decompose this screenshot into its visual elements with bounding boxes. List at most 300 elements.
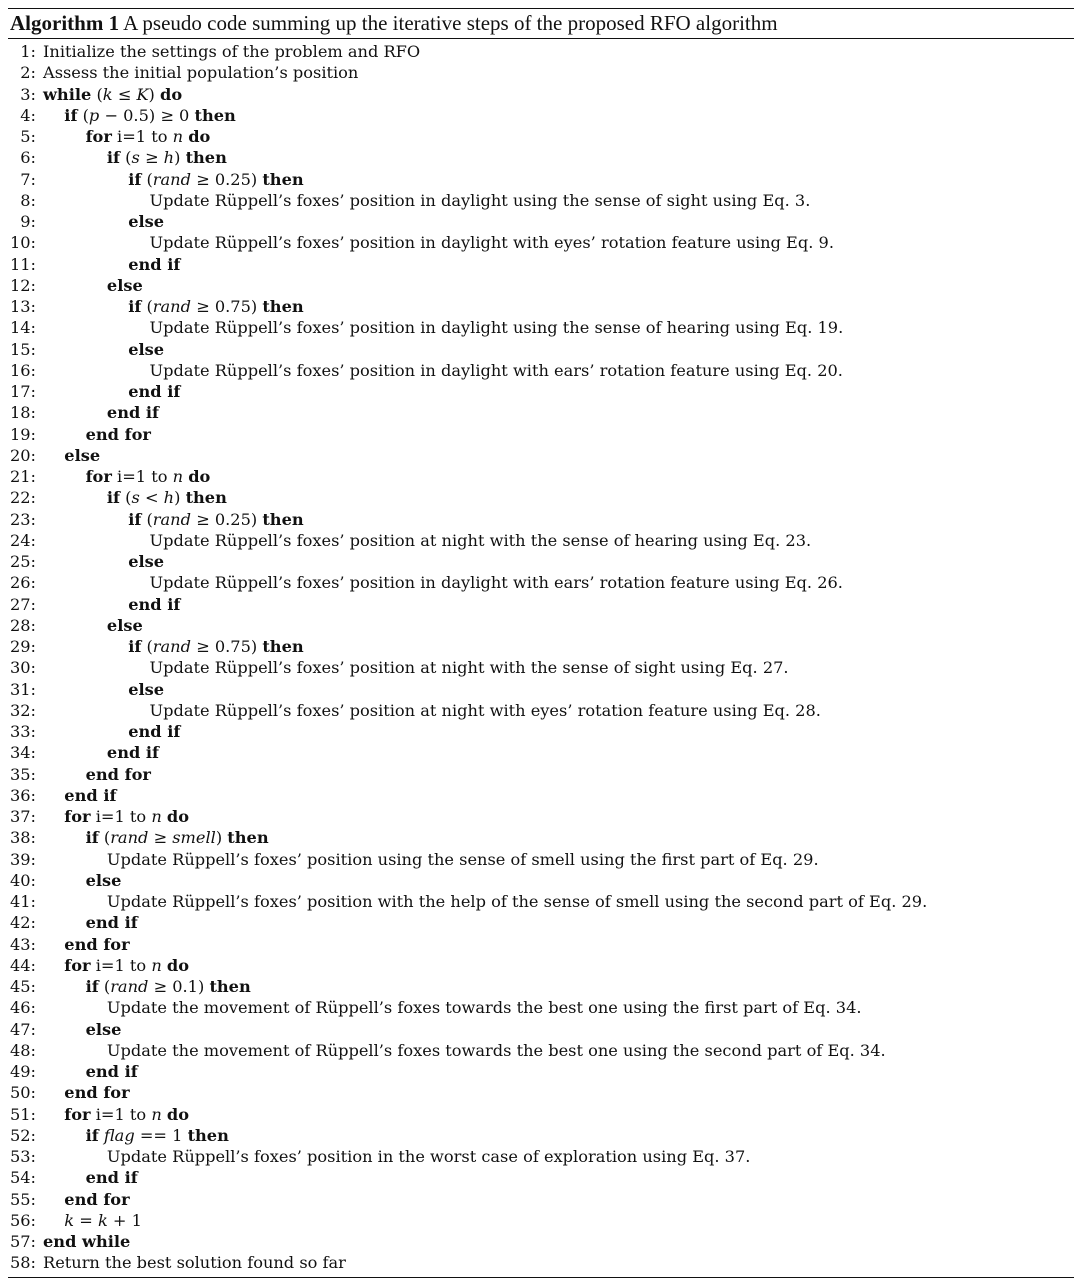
line-text	[86, 976, 251, 997]
math-symbol: n	[172, 467, 184, 486]
line-text	[150, 657, 789, 678]
keyword: if	[128, 509, 142, 529]
line-number: 55:	[9, 1189, 36, 1209]
text-segment: ≥ 0.1)	[148, 977, 210, 996]
code-line	[8, 445, 1074, 466]
line-number: 17:	[9, 382, 36, 401]
keyword: end for	[64, 934, 130, 954]
text-segment: Update Rüppell’s foxes’ position at night with the sense of sight using Eq. 27.	[149, 658, 789, 678]
text-segment: Initialize the settings of the problem and RFO	[43, 42, 421, 61]
algorithm-caption	[8, 9, 1074, 38]
line-text	[128, 169, 303, 190]
code-line	[8, 679, 1074, 700]
math-symbol: k	[97, 1210, 108, 1230]
line-number: 37:	[9, 807, 36, 826]
code-line	[8, 1082, 1074, 1103]
keyword: end if	[128, 594, 181, 614]
line-number: 58:	[9, 1253, 36, 1273]
text-segment: + 1	[107, 1210, 142, 1230]
line-number: 1:	[20, 42, 36, 61]
line-number: 18:	[9, 403, 36, 423]
text-segment: (	[141, 297, 153, 316]
line-number: 38:	[9, 828, 36, 848]
line-text	[107, 487, 227, 508]
line-text	[43, 84, 182, 105]
line-number: 25:	[9, 552, 36, 571]
keyword: end if	[106, 743, 160, 763]
math-symbol: n	[172, 127, 184, 146]
math-symbol: s	[131, 488, 140, 508]
line-number: 8:	[20, 190, 36, 210]
code-line	[8, 1189, 1074, 1210]
line-number: 30:	[9, 658, 36, 678]
line-text	[150, 232, 834, 253]
line-text	[64, 1210, 142, 1231]
line-number: 22:	[9, 488, 36, 508]
code-line	[8, 572, 1074, 593]
text-segment: ≥	[139, 148, 164, 168]
line-text	[128, 211, 164, 232]
text-segment: )	[215, 828, 228, 848]
code-line	[8, 254, 1074, 275]
keyword: then	[185, 148, 227, 168]
line-number: 12:	[9, 275, 36, 295]
line-number: 54:	[9, 1168, 36, 1188]
line-text	[128, 636, 303, 657]
line-text	[43, 1252, 346, 1273]
text-segment: Update Rüppell’s foxes’ position using the sense of smell using the first part of Eq. 29.	[106, 849, 819, 869]
line-number: 13:	[9, 297, 36, 316]
code-line	[8, 764, 1074, 785]
line-number: 23:	[9, 509, 36, 529]
text-segment: (	[141, 509, 153, 529]
text-segment: Update Rüppell’s foxes’ position at night with eyes’ rotation feature using Eq. 28.	[149, 700, 821, 720]
text-segment: == 1	[134, 1125, 188, 1145]
code-line	[8, 997, 1074, 1018]
line-text	[107, 275, 143, 296]
keyword: else	[128, 212, 165, 231]
keyword: end if	[128, 722, 181, 741]
line-number: 20:	[9, 445, 36, 465]
line-number: 16:	[9, 360, 36, 380]
code-line	[8, 466, 1074, 487]
text-segment: Update Rüppell’s foxes’ position in daylight using the sense of sight using Eq. 3.	[149, 190, 811, 210]
text-segment: ≥	[148, 828, 173, 848]
line-text	[43, 1231, 130, 1252]
code-line	[8, 126, 1074, 147]
keyword: do	[166, 955, 190, 975]
code-line	[8, 827, 1074, 848]
code-line	[8, 62, 1074, 83]
bottom-rule	[8, 1277, 1074, 1278]
math-symbol: n	[151, 955, 162, 975]
keyword: do	[188, 127, 211, 146]
keyword: then	[262, 297, 304, 316]
keyword: do	[160, 84, 183, 104]
math-symbol: rand	[110, 828, 149, 848]
text-segment: (	[77, 105, 89, 125]
line-number: 57:	[9, 1232, 36, 1251]
line-text	[86, 764, 151, 785]
keyword: if	[128, 297, 142, 316]
code-line	[8, 190, 1074, 211]
keyword: then	[227, 828, 269, 848]
code-line	[8, 105, 1074, 126]
line-number: 10:	[9, 233, 36, 253]
text-segment: =	[74, 1210, 98, 1230]
text-segment: Update the movement of Rüppell’s foxes towards the best one using the second part of Eq. 34.	[106, 1040, 886, 1060]
text-segment: i=1 to	[90, 1104, 152, 1124]
line-text	[128, 721, 180, 742]
math-symbol: rand	[152, 509, 191, 529]
keyword: then	[185, 488, 227, 508]
algorithm-label: Algorithm 1	[10, 11, 120, 35]
line-text	[107, 997, 862, 1018]
text-segment: ≥ 0.75)	[190, 297, 263, 316]
line-number: 11:	[9, 254, 36, 274]
text-segment: ≥ 0.25)	[190, 169, 263, 189]
algorithm-caption-text: A pseudo code summing up the iterative steps of the proposed RFO algorithm	[123, 11, 778, 35]
line-text	[64, 1189, 129, 1210]
line-text	[107, 1040, 886, 1061]
line-number: 48:	[9, 1040, 36, 1060]
code-line	[8, 339, 1074, 360]
keyword: if	[106, 148, 121, 168]
line-number: 35:	[9, 764, 36, 784]
text-segment: (	[91, 84, 103, 104]
code-line	[8, 934, 1074, 955]
line-text	[150, 190, 811, 211]
text-segment: Update the movement of Rüppell’s foxes towards the best one using the first part of Eq. 34.	[106, 998, 862, 1018]
line-number: 7:	[20, 169, 36, 189]
code-line	[8, 657, 1074, 678]
code-line	[8, 615, 1074, 636]
math-symbol: h	[163, 488, 175, 508]
line-number: 31:	[9, 679, 36, 699]
line-number: 39:	[9, 849, 36, 869]
line-number: 29:	[9, 637, 36, 656]
keyword: if	[128, 637, 142, 656]
line-number: 2:	[20, 63, 36, 83]
line-text	[150, 360, 843, 381]
line-text	[86, 1019, 122, 1040]
line-text	[86, 126, 211, 147]
code-line	[8, 169, 1074, 190]
line-number: 9:	[20, 212, 36, 231]
keyword: for	[64, 955, 91, 975]
line-number: 53:	[9, 1147, 36, 1166]
text-segment: (	[98, 977, 111, 996]
code-line	[8, 296, 1074, 317]
code-line	[8, 1252, 1074, 1273]
line-text	[86, 1061, 138, 1082]
keyword: if	[64, 105, 78, 125]
math-symbol: smell	[172, 828, 216, 848]
line-text	[86, 827, 269, 848]
code-line	[8, 976, 1074, 997]
code-line	[8, 147, 1074, 168]
line-text	[86, 870, 122, 891]
text-segment: ≤	[112, 84, 137, 104]
text-segment: i=1 to	[111, 467, 173, 486]
keyword: for	[64, 1104, 91, 1124]
keyword: else	[85, 870, 122, 890]
code-line	[8, 1125, 1074, 1146]
code-line	[8, 912, 1074, 933]
line-number: 26:	[9, 573, 36, 593]
line-text	[128, 679, 164, 700]
math-symbol: rand	[152, 637, 191, 656]
keyword: then	[187, 1125, 229, 1145]
code-line	[8, 1231, 1074, 1252]
code-line	[8, 1167, 1074, 1188]
line-text	[64, 785, 116, 806]
keyword: for	[64, 807, 91, 826]
code-line	[8, 530, 1074, 551]
keyword: if	[128, 169, 142, 189]
text-segment: )	[148, 84, 161, 104]
line-number: 50:	[9, 1083, 36, 1103]
keyword: end while	[43, 1232, 131, 1251]
keyword: end for	[64, 1189, 130, 1209]
keyword: if	[85, 977, 99, 996]
math-symbol: h	[163, 148, 175, 168]
line-number: 5:	[20, 127, 36, 146]
math-symbol: K	[136, 84, 149, 104]
keyword: else	[128, 552, 165, 571]
keyword: if	[85, 828, 99, 848]
keyword: end if	[85, 913, 138, 933]
line-text	[107, 402, 159, 423]
code-line	[8, 487, 1074, 508]
line-text	[107, 147, 227, 168]
code-line	[8, 509, 1074, 530]
line-text	[107, 891, 927, 912]
keyword: end for	[85, 424, 151, 444]
keyword: then	[209, 977, 251, 996]
code-line	[8, 424, 1074, 445]
line-text	[64, 445, 100, 466]
keyword: else	[85, 1019, 122, 1039]
code-line	[8, 232, 1074, 253]
keyword: end for	[64, 1083, 130, 1103]
keyword: while	[43, 84, 92, 104]
code-line	[8, 84, 1074, 105]
algorithm-lines	[8, 39, 1074, 1274]
line-text	[86, 466, 211, 487]
keyword: then	[262, 637, 304, 656]
line-number: 19:	[9, 424, 36, 444]
math-symbol: rand	[152, 169, 191, 189]
math-symbol: n	[151, 1104, 162, 1124]
text-segment: Update Rüppell’s foxes’ position with the help of the sense of smell using the second part of Eq. 29.	[106, 892, 928, 911]
line-number: 45:	[9, 977, 36, 996]
line-number: 27:	[9, 594, 36, 614]
line-text	[64, 1082, 129, 1103]
line-number: 52:	[9, 1125, 36, 1145]
line-text	[64, 105, 236, 126]
code-line	[8, 742, 1074, 763]
line-text	[128, 509, 303, 530]
keyword: else	[128, 679, 165, 699]
code-line	[8, 317, 1074, 338]
text-segment: ≥ 0.75)	[190, 637, 263, 656]
line-number: 51:	[9, 1104, 36, 1124]
line-text	[86, 1167, 138, 1188]
keyword: end if	[128, 382, 181, 401]
keyword: else	[106, 615, 143, 635]
line-number: 56:	[9, 1210, 36, 1230]
keyword: for	[85, 467, 112, 486]
keyword: end if	[106, 403, 160, 423]
text-segment: (	[120, 148, 132, 168]
line-number: 21:	[9, 467, 36, 486]
line-text	[107, 615, 143, 636]
line-number: 40:	[9, 870, 36, 890]
text-segment: Update Rüppell’s foxes’ position in the worst case of exploration using Eq. 37.	[106, 1147, 751, 1166]
code-line	[8, 41, 1074, 62]
keyword: do	[166, 807, 190, 826]
line-text	[150, 530, 812, 551]
line-text	[150, 700, 821, 721]
math-symbol: p	[88, 105, 100, 125]
math-symbol: s	[131, 148, 140, 168]
text-segment: i=1 to	[90, 955, 152, 975]
text-segment: (	[141, 169, 153, 189]
line-number: 34:	[9, 743, 36, 763]
keyword: end if	[85, 1168, 138, 1188]
math-symbol: n	[151, 807, 162, 826]
text-segment: i=1 to	[111, 127, 173, 146]
keyword: else	[128, 339, 165, 359]
math-symbol: rand	[110, 977, 149, 996]
text-segment: )	[174, 488, 186, 508]
code-line	[8, 211, 1074, 232]
line-number: 6:	[20, 148, 36, 168]
line-number: 46:	[9, 998, 36, 1018]
line-text	[64, 955, 189, 976]
line-text	[86, 1125, 229, 1146]
code-line	[8, 381, 1074, 402]
line-number: 14:	[9, 318, 36, 338]
text-segment: i=1 to	[90, 807, 152, 826]
text-segment: − 0.5) ≥ 0	[99, 105, 195, 125]
line-text	[128, 594, 180, 615]
text-segment: (	[120, 488, 132, 508]
code-line	[8, 955, 1074, 976]
code-line	[8, 700, 1074, 721]
code-line	[8, 360, 1074, 381]
math-symbol: k	[102, 84, 113, 104]
text-segment: (	[98, 828, 111, 848]
text-segment: Update Rüppell’s foxes’ position in daylight with eyes’ rotation feature using Eq. 9.	[149, 233, 834, 253]
text-segment: Update Rüppell’s foxes’ position in daylight with ears’ rotation feature using Eq. 26.	[149, 573, 843, 593]
code-line	[8, 402, 1074, 423]
line-number: 47:	[9, 1019, 36, 1039]
line-text	[107, 742, 159, 763]
math-symbol: rand	[152, 297, 191, 316]
code-line	[8, 1146, 1074, 1167]
line-text	[128, 339, 164, 360]
code-line	[8, 551, 1074, 572]
line-number: 41:	[9, 892, 36, 911]
keyword: then	[194, 105, 236, 125]
line-text	[64, 1104, 189, 1125]
line-text	[128, 296, 303, 317]
text-segment: Update Rüppell’s foxes’ position at night with the sense of hearing using Eq. 23.	[149, 530, 812, 550]
line-text	[86, 912, 138, 933]
line-text	[64, 934, 129, 955]
line-text	[150, 572, 843, 593]
text-segment: ≥ 0.25)	[190, 509, 263, 529]
keyword: end if	[128, 254, 181, 274]
text-segment: Update Rüppell’s foxes’ position in daylight with ears’ rotation feature using Eq. 20.	[149, 360, 843, 380]
math-symbol: flag	[103, 1125, 135, 1145]
line-number: 15:	[9, 339, 36, 359]
line-number: 43:	[9, 934, 36, 954]
code-line	[8, 1210, 1074, 1231]
line-text	[86, 424, 151, 445]
keyword: end if	[85, 1062, 138, 1081]
line-text	[150, 317, 844, 338]
code-line	[8, 275, 1074, 296]
text-segment: Update Rüppell’s foxes’ position in daylight using the sense of hearing using Eq. 19.	[149, 318, 844, 338]
line-number: 33:	[9, 722, 36, 741]
line-number: 32:	[9, 700, 36, 720]
code-line	[8, 806, 1074, 827]
code-line	[8, 891, 1074, 912]
text-segment: )	[174, 148, 186, 168]
line-text	[64, 806, 189, 827]
line-text	[107, 1146, 751, 1167]
keyword: if	[85, 1125, 99, 1145]
line-number: 4:	[20, 105, 36, 125]
math-symbol: k	[64, 1210, 75, 1230]
line-text	[128, 254, 180, 275]
line-number: 3:	[20, 84, 36, 104]
keyword: do	[188, 467, 211, 486]
code-line	[8, 870, 1074, 891]
line-text	[43, 62, 358, 83]
code-line	[8, 721, 1074, 742]
code-line	[8, 1104, 1074, 1125]
line-number: 44:	[9, 955, 36, 975]
code-line	[8, 849, 1074, 870]
keyword: else	[64, 445, 101, 465]
text-segment: Assess the initial population’s position	[43, 63, 359, 83]
line-number: 42:	[9, 913, 36, 933]
line-text	[43, 41, 420, 62]
keyword: do	[166, 1104, 190, 1124]
code-line	[8, 1040, 1074, 1061]
code-line	[8, 1061, 1074, 1082]
keyword: else	[106, 275, 143, 295]
code-line	[8, 785, 1074, 806]
text-segment: (	[141, 637, 153, 656]
keyword: if	[106, 488, 121, 508]
line-number: 24:	[9, 530, 36, 550]
keyword: then	[262, 169, 304, 189]
text-segment: Return the best solution found so far	[43, 1253, 346, 1273]
line-text	[128, 381, 180, 402]
line-text	[128, 551, 164, 572]
code-line	[8, 594, 1074, 615]
code-line	[8, 1019, 1074, 1040]
line-text	[107, 849, 819, 870]
line-number: 49:	[9, 1062, 36, 1081]
code-line	[8, 636, 1074, 657]
keyword: end if	[64, 785, 117, 805]
